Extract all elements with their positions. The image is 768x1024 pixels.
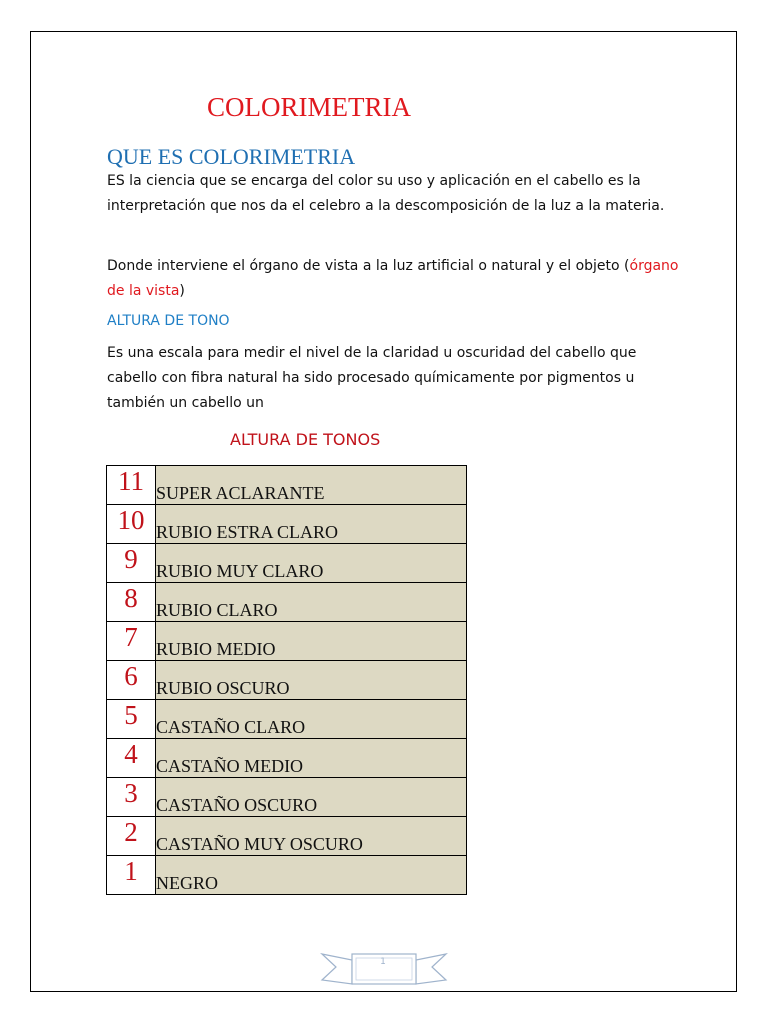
section-heading-altura: ALTURA DE TONO	[107, 313, 230, 329]
tone-level: 3	[107, 778, 156, 817]
tone-name: RUBIO CLARO	[156, 583, 467, 622]
tones-table	[106, 465, 467, 895]
tone-level: 8	[107, 583, 156, 622]
table-row	[107, 739, 467, 778]
tone-level: 11	[107, 466, 156, 505]
tone-level: 10	[107, 505, 156, 544]
tone-level: 1	[107, 856, 156, 895]
table-row	[107, 700, 467, 739]
table-row	[107, 817, 467, 856]
table-caption: ALTURA DE TONOS	[230, 430, 381, 449]
document-title: COLORIMETRIA	[207, 92, 411, 122]
tone-level: 5	[107, 700, 156, 739]
table-row	[107, 466, 467, 505]
table-row	[107, 544, 467, 583]
table-row	[107, 505, 467, 544]
tone-name: CASTAÑO MEDIO	[156, 739, 467, 778]
table-row	[107, 856, 467, 895]
tone-name: SUPER ACLARANTE	[156, 466, 467, 505]
tone-level: 4	[107, 739, 156, 778]
paragraph-organ	[107, 254, 687, 304]
tone-level: 7	[107, 622, 156, 661]
table-row	[107, 661, 467, 700]
page-number: 1	[380, 957, 386, 967]
tone-name: RUBIO MEDIO	[156, 622, 467, 661]
tone-name: CASTAÑO OSCURO	[156, 778, 467, 817]
tone-name: RUBIO OSCURO	[156, 661, 467, 700]
tone-name: RUBIO MUY CLARO	[156, 544, 467, 583]
tone-name: CASTAÑO CLARO	[156, 700, 467, 739]
tone-name: NEGRO	[156, 856, 467, 895]
paragraph-scale: Es una escala para medir el nivel de la claridad u oscuridad del cabello que cabello con fibra natural ha sido procesado químicamente por pigmentos u también un cabello un	[107, 345, 637, 411]
paragraph-organ-text: Donde interviene el órgano de vista a la luz artificial o natural y el objeto (	[107, 258, 630, 274]
tone-level: 2	[107, 817, 156, 856]
table-row	[107, 583, 467, 622]
section-subtitle: QUE ES COLORIMETRIA	[107, 144, 356, 169]
tone-level: 6	[107, 661, 156, 700]
table-row	[107, 622, 467, 661]
paragraph-definition: ES la ciencia que se encarga del color su uso y aplicación en el cabello es la interpretación que nos da el celebro a la descomposición de la luz a la materia.	[107, 173, 665, 214]
tone-level: 9	[107, 544, 156, 583]
tone-name: CASTAÑO MUY OSCURO	[156, 817, 467, 856]
paragraph-organ-highlight: órgano de la vista	[107, 258, 679, 299]
paragraph-organ-close: )	[179, 283, 185, 299]
page-ribbon-icon	[320, 950, 448, 988]
table-row	[107, 778, 467, 817]
tone-name: RUBIO ESTRA CLARO	[156, 505, 467, 544]
